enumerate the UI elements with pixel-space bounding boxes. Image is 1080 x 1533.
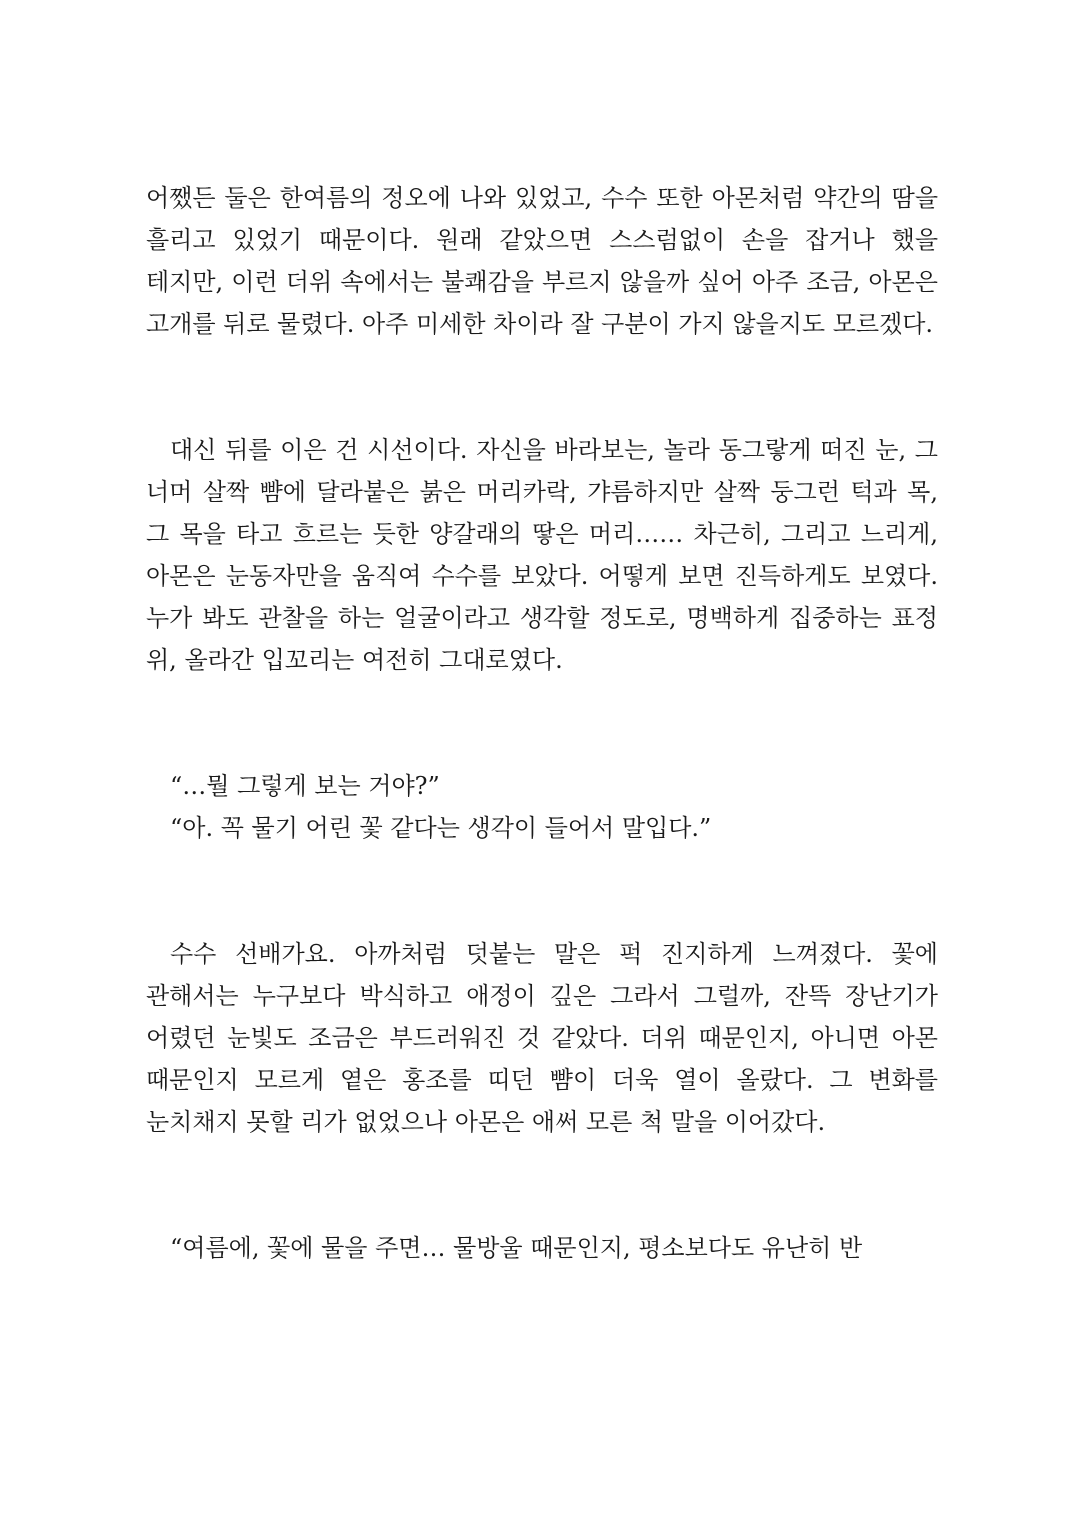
paragraph-1: 어쨌든 둘은 한여름의 정오에 나와 있었고, 수수 또한 아몬처럼 약간의 땀을 흘리고 있었기 때문이다. 원래 같았으면 스스럼없이 손을 잡거나 했을 테지만, 이런 더위 속에서는 불쾌감을 부르지 않을까 싶어 아주 조금, 아몬은 고개를 뒤로 물렸다. 아주 미세한 차이라 잘 구분이 가지 않을지도 모르겠다.: [146, 184, 938, 338]
dialogue-line-2: “아. 꼭 물기 어린 꽃 같다는 생각이 들어서 말입다.”: [170, 814, 712, 842]
dialogue-line-3: “여름에, 꽃에 물을 주면… 물방울 때문인지, 평소보다도 유난히 반: [170, 1234, 863, 1262]
paragraph-3: 수수 선배가요. 아까처럼 덧붙는 말은 퍽 진지하게 느껴졌다. 꽃에 관해서는 누구보다 박식하고 애정이 깊은 그라서 그럴까, 잔뜩 장난기가 어렸던 눈빛도 조금은 부드러워진 것 같았다. 더위 때문인지, 아니면 아몬 때문인지 모르게 옅은 홍조를 띠던 뺨이 더욱 열이 올랐다. 그 변화를 눈치채지 못할 리가 없었으나 아몬은 애써 모른 척 말을 이어갔다.: [146, 940, 938, 1136]
dialogue-line-1: “…뭘 그렇게 보는 거야?”: [170, 772, 440, 800]
paragraph-2: 대신 뒤를 이은 건 시선이다. 자신을 바라보는, 놀라 동그랗게 떠진 눈, 그 너머 살짝 뺨에 달라붙은 붉은 머리카락, 갸름하지만 살짝 둥그런 턱과 목, 그 목을 타고 흐르는 듯한 양갈래의 땋은 머리…… 차근히, 그리고 느리게, 아몬은 눈동자만을 움직여 수수를 보았다. 어떻게 보면 진득하게도 보였다. 누가 봐도 관찰을 하는 얼굴이라고 생각할 정도로, 명백하게 집중하는 표정 위, 올라간 입꼬리는 여전히 그대로였다.: [146, 436, 938, 674]
